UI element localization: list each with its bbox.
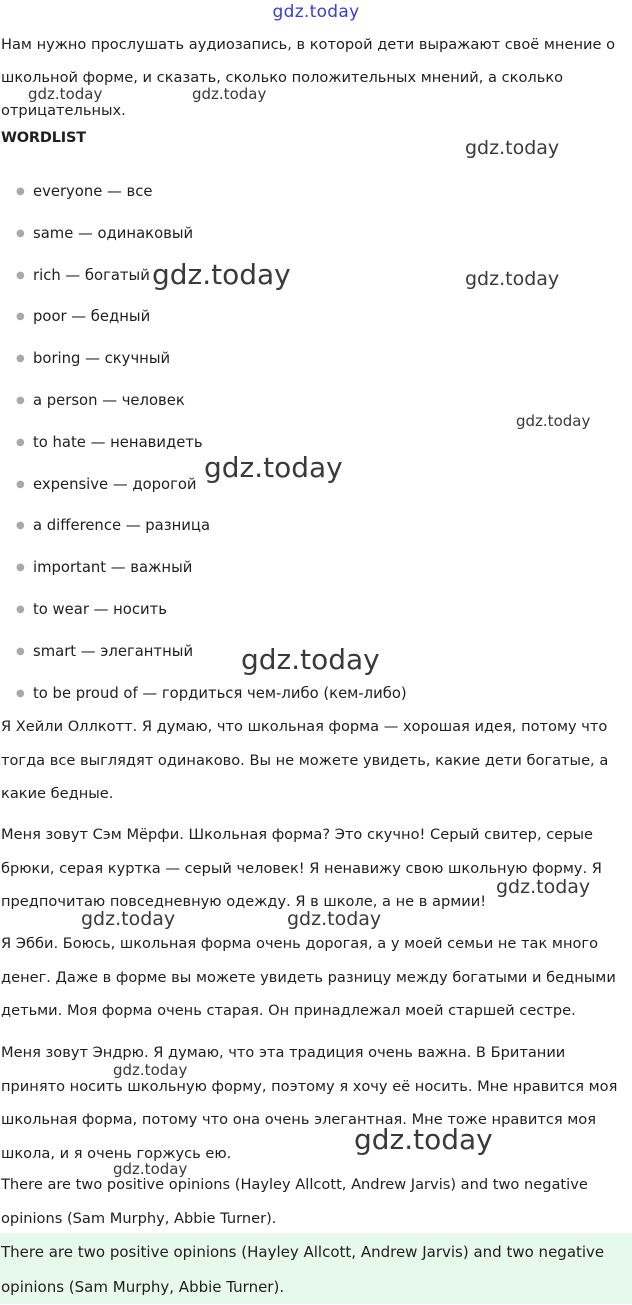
bullet-icon: ● xyxy=(16,687,25,699)
word-entry: a difference — разница xyxy=(33,517,211,535)
list-item xyxy=(0,588,620,630)
bullet-icon: ● xyxy=(16,227,25,239)
watermark: gdz.today xyxy=(28,85,103,103)
answer-text: There are two positive opinions (Hayley Allcott, Andrew Jarvis) and two negative opinions (Sam Murphy, Abbie Turner). xyxy=(1,1243,605,1296)
word-entry: rich — богатый xyxy=(33,266,150,284)
paragraph-hayley: Я Хейли Оллкотт. Я думаю, что школьная форма — хорошая идея, потому что тогда все выглядят одинаково. Вы не можете увидеть, какие дети богатые, а какие бедные. xyxy=(1,718,609,802)
watermark: gdz.today xyxy=(113,1061,188,1079)
watermark: gdz.today xyxy=(287,908,382,930)
bullet-icon: ● xyxy=(16,478,25,490)
word-entry: to be proud of — гордиться чем-либо (кем-либо) xyxy=(33,684,407,702)
paragraph-andrew: Меня зовут Эндрю. Я думаю, что эта традиция очень важна. В Британии принято носить школьную форму, поэтому я хочу её носить. Мне нравится моя школьная форма, потому что она очень элегантная. Мне тоже нравится моя школа, и я очень горжусь ею. xyxy=(1,1044,618,1162)
watermark: gdz.today xyxy=(113,1160,188,1178)
word-entry: to wear — носить xyxy=(33,600,167,618)
word-entry: important — важный xyxy=(33,559,193,577)
bullet-icon: ● xyxy=(16,353,25,365)
bullet-icon: ● xyxy=(16,394,25,406)
list-item xyxy=(0,672,620,714)
word-entry: boring — скучный xyxy=(33,350,171,368)
word-entry: expensive — дорогой xyxy=(33,475,197,493)
word-entry: everyone — все xyxy=(33,183,153,200)
task-intro: Нам нужно прослушать аудиозапись, в которой дети выражают своё мнение о школьной форме, и сказать, сколько положительных мнений, а сколько отрицательных. xyxy=(1,36,616,119)
word-entry: poor — бедный xyxy=(33,308,151,326)
list-item xyxy=(0,295,620,337)
watermark: gdz.today xyxy=(192,85,267,103)
list-item xyxy=(0,337,620,379)
word-entry: to hate — ненавидеть xyxy=(33,433,203,451)
watermark: gdz.today xyxy=(241,643,380,676)
list-item xyxy=(0,170,620,212)
bullet-icon: ● xyxy=(16,186,25,197)
wordlist-heading: WORDLIST xyxy=(1,130,86,146)
watermark: gdz.today xyxy=(516,412,591,430)
paragraph-sam: Меня зовут Сэм Мёрфи. Школьная форма? Это скучно! Серый свитер, серые брюки, серая куртка — серый человек! Я ненавижу свою школьную форму. Я предпочитаю повседневную одежду. Я в школе, а не в армии! xyxy=(1,826,602,910)
bullet-icon: ● xyxy=(16,311,25,323)
paragraph-abbie: Я Эбби. Боюсь, школьная форма очень дорогая, а у моей семьи не так много денег. Даже в форме вы можете увидеть разницу между богатыми и бедными детьми. Моя форма очень старая. Он принадлежал моей старшей сестре. xyxy=(1,935,616,1019)
bullet-icon: ● xyxy=(16,436,25,448)
watermark: gdz.today xyxy=(465,268,560,290)
bullet-icon: ● xyxy=(16,520,25,532)
paragraph-summary: There are two positive opinions (Hayley Allcott, Andrew Jarvis) and two negative opinions (Sam Murphy, Abbie Turner). xyxy=(1,1176,588,1227)
word-entry: smart — элегантный xyxy=(33,642,194,660)
bullet-icon: ● xyxy=(16,562,25,574)
watermark: gdz.today xyxy=(496,876,591,898)
wordlist xyxy=(0,170,620,713)
bullet-icon: ● xyxy=(16,603,25,615)
word-entry: same — одинаковый xyxy=(33,224,194,242)
word-entry: a person — человек xyxy=(33,391,185,409)
watermark: gdz.today xyxy=(152,258,291,291)
list-item xyxy=(0,504,620,546)
bullet-icon: ● xyxy=(16,269,25,281)
watermark: gdz.today xyxy=(465,137,560,159)
watermark: gdz.today xyxy=(204,451,343,484)
site-logo[interactable]: gdz.today xyxy=(272,2,360,22)
watermark: gdz.today xyxy=(354,1123,493,1156)
list-item xyxy=(0,212,620,254)
watermark: gdz.today xyxy=(81,908,176,930)
bullet-icon: ● xyxy=(16,645,25,657)
list-item xyxy=(0,546,620,588)
